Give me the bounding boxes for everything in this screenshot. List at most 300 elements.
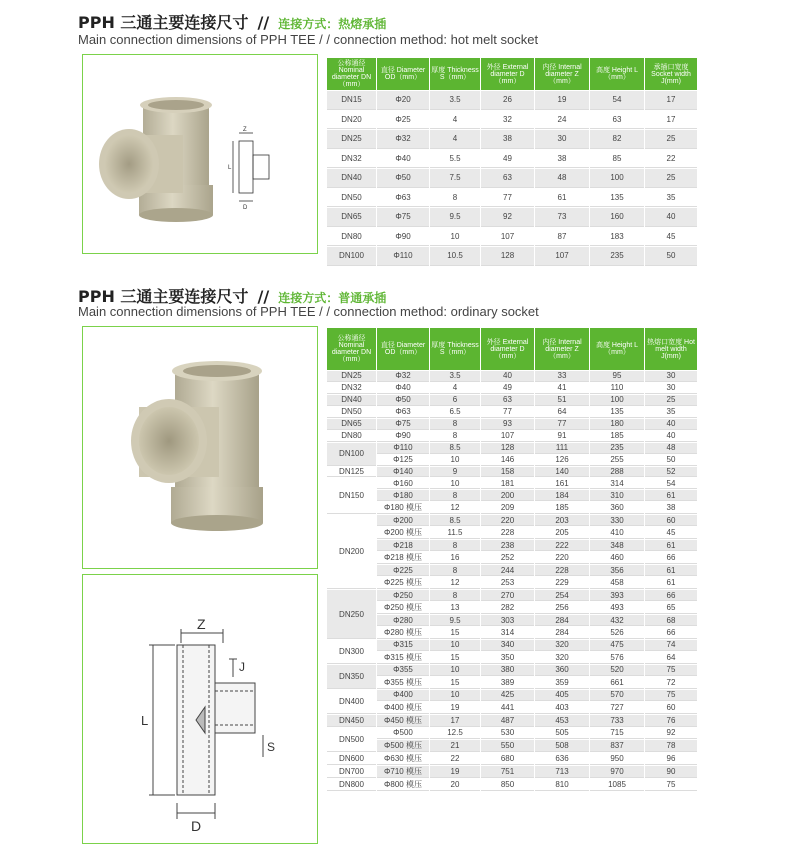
table-cell: 76	[645, 715, 697, 727]
table-cell: 8	[430, 540, 480, 551]
table-cell: 576	[590, 652, 644, 664]
table-cell: 54	[645, 478, 697, 489]
table-row	[327, 652, 697, 664]
table-cell: 77	[481, 189, 534, 208]
table-cell: Φ63	[377, 407, 429, 418]
table-cell: Φ40	[377, 150, 429, 169]
table-cell: Φ280	[377, 615, 429, 626]
table-cell: 284	[535, 627, 589, 639]
table-cell: 12	[430, 577, 480, 589]
table-cell: 90	[645, 766, 697, 778]
table-cell: 77	[481, 407, 534, 418]
table-cell: Φ355 模压	[377, 677, 429, 689]
table-cell: 10	[430, 690, 480, 701]
table-cell: 441	[481, 702, 534, 714]
table-cell: 22	[645, 150, 697, 169]
table-cell: Φ125	[377, 455, 429, 466]
table-cell: Φ218 模压	[377, 552, 429, 564]
table-cell: 17	[645, 111, 697, 130]
table-cell: Φ250	[377, 590, 429, 601]
table-cell: 184	[535, 490, 589, 501]
table-cell: 4	[430, 383, 480, 394]
table-cell: 493	[590, 602, 644, 614]
table-cell: 209	[481, 502, 534, 514]
table-row	[327, 590, 697, 601]
table-cell: 111	[535, 443, 589, 454]
table-row	[327, 407, 697, 418]
header-socket-width: 承插口宽度 Socket width J(mm)	[645, 58, 697, 90]
header-diameter: 直径 Diameter OD（mm）	[377, 58, 429, 90]
table-cell: 45	[645, 527, 697, 539]
table-cell: 15	[430, 652, 480, 664]
table-cell: Φ90	[377, 431, 429, 442]
header-hot-melt-width: 热熔口宽度 Hot melt width J(mm)	[645, 328, 697, 370]
table-cell: 35	[645, 189, 697, 208]
table-cell: 185	[535, 502, 589, 514]
table-cell: 74	[645, 640, 697, 651]
table-cell: 61	[645, 490, 697, 501]
table-cell: Φ200 模压	[377, 527, 429, 539]
table-cell: 8	[430, 189, 480, 208]
table-cell: 15	[430, 677, 480, 689]
table-cell: 54	[590, 91, 644, 110]
table-cell: 10	[430, 455, 480, 466]
table-cell: 77	[535, 419, 589, 430]
table-cell: 520	[590, 665, 644, 676]
table-cell: 270	[481, 590, 534, 601]
table-cell: 680	[481, 753, 534, 765]
table-cell: 19	[535, 91, 589, 110]
section2-subtitle: Main connection dimensions of PPH TEE / / connection method: ordinary socket	[78, 304, 539, 319]
dn-cell: DN500	[327, 728, 376, 752]
table-cell: 26	[481, 91, 534, 110]
table-cell: 7.5	[430, 169, 480, 188]
table-cell: 220	[481, 515, 534, 526]
dn-cell: DN400	[327, 690, 376, 714]
table-cell: 66	[645, 590, 697, 601]
table-cell: 810	[535, 779, 589, 791]
table-cell: 288	[590, 467, 644, 478]
table-cell: 505	[535, 728, 589, 739]
table-cell: Φ400	[377, 690, 429, 701]
dn-cell: DN250	[327, 590, 376, 639]
table-cell: 3.5	[430, 371, 480, 382]
header-thickness: 厚度 Thickness S（mm）	[430, 328, 480, 370]
dn-cell: DN125	[327, 467, 376, 478]
table-cell: 10	[430, 640, 480, 651]
table-cell: 389	[481, 677, 534, 689]
table-row	[327, 665, 697, 676]
table-cell: 60	[645, 702, 697, 714]
table-cell: 6.5	[430, 407, 480, 418]
table-row	[327, 728, 697, 739]
dn-cell: DN600	[327, 753, 376, 765]
table-cell: 10	[430, 478, 480, 489]
table-cell: 158	[481, 467, 534, 478]
table-cell: 4	[430, 130, 480, 149]
table-cell: Φ315 模压	[377, 652, 429, 664]
table-cell: 8	[430, 590, 480, 601]
table-cell: 78	[645, 740, 697, 752]
table-cell: 235	[590, 247, 644, 266]
table-cell: 107	[481, 228, 534, 247]
table-cell: 9.5	[430, 208, 480, 227]
table-cell: 48	[645, 443, 697, 454]
table-cell: 160	[590, 208, 644, 227]
diagram-j-label: J	[239, 660, 245, 674]
table-cell: Φ630 模压	[377, 753, 429, 765]
header-internal-diameter: 内径 Internal diameter Z（mm）	[535, 58, 589, 90]
table-cell: DN40	[327, 169, 376, 188]
dn-cell: DN32	[327, 383, 376, 394]
table-row	[327, 189, 697, 208]
table-cell: 38	[535, 150, 589, 169]
table-cell: 25	[645, 169, 697, 188]
diagram1-l-label: L	[228, 165, 232, 171]
table-cell: DN20	[327, 111, 376, 130]
section2-table-body	[327, 371, 697, 791]
table-cell: 63	[481, 395, 534, 406]
table-cell: 205	[535, 527, 589, 539]
table-cell: 8.5	[430, 443, 480, 454]
table-row	[327, 540, 697, 551]
table-cell: 222	[535, 540, 589, 551]
table-cell: 6	[430, 395, 480, 406]
diagram-l-label: L	[141, 713, 149, 728]
table-cell: 837	[590, 740, 644, 752]
table-cell: DN80	[327, 228, 376, 247]
table-cell: 8.5	[430, 515, 480, 526]
table-cell: 425	[481, 690, 534, 701]
table-cell: 9.5	[430, 615, 480, 626]
table-row	[327, 615, 697, 626]
table-cell: Φ315	[377, 640, 429, 651]
table-cell: 229	[535, 577, 589, 589]
table-cell: DN65	[327, 208, 376, 227]
table-cell: 636	[535, 753, 589, 765]
table-row	[327, 527, 697, 539]
table-cell: 17	[645, 91, 697, 110]
dn-cell: DN800	[327, 779, 376, 791]
table-cell: 5.5	[430, 150, 480, 169]
table-cell: 661	[590, 677, 644, 689]
table-cell: 22	[430, 753, 480, 765]
table-cell: 727	[590, 702, 644, 714]
table-cell: Φ710 模压	[377, 766, 429, 778]
table-cell: 95	[590, 371, 644, 382]
section2-diagram-box	[82, 574, 318, 844]
table-cell: 51	[535, 395, 589, 406]
table-row	[327, 490, 697, 501]
table-cell: 40	[645, 419, 697, 430]
section1-title-main: PPH 三通主要连接尺寸	[78, 13, 249, 32]
table-cell: Φ500	[377, 728, 429, 739]
table-cell: 21	[430, 740, 480, 752]
table-cell: 63	[481, 169, 534, 188]
table-cell: 303	[481, 615, 534, 626]
section2-title-main: PPH 三通主要连接尺寸	[78, 287, 249, 306]
tee-photo-2	[83, 327, 317, 568]
section1-method: 连接方式：热熔承插	[278, 17, 387, 31]
table-cell: 713	[535, 766, 589, 778]
header-thickness: 厚度 Thickness S（mm）	[430, 58, 480, 90]
table-cell: 30	[645, 383, 697, 394]
table-cell: 508	[535, 740, 589, 752]
table-row	[327, 247, 697, 266]
diagram1-z-label: Z	[243, 127, 247, 133]
table-row	[327, 150, 697, 169]
table-cell: 40	[645, 208, 697, 227]
table-cell: 255	[590, 455, 644, 466]
table-row	[327, 552, 697, 564]
table-cell: 128	[481, 247, 534, 266]
dn-cell: DN100	[327, 443, 376, 466]
table-cell: 135	[590, 407, 644, 418]
table-row	[327, 627, 697, 639]
table-cell: 82	[590, 130, 644, 149]
table-cell: 87	[535, 228, 589, 247]
table-row	[327, 169, 697, 188]
table-cell: 487	[481, 715, 534, 727]
table-cell: 61	[645, 577, 697, 589]
table-cell: 284	[535, 615, 589, 626]
table-cell: 75	[645, 779, 697, 791]
table-cell: 73	[535, 208, 589, 227]
table-cell: 32	[481, 111, 534, 130]
table-cell: DN25	[327, 130, 376, 149]
table-cell: 9	[430, 467, 480, 478]
dn-cell: DN50	[327, 407, 376, 418]
table-cell: 220	[535, 552, 589, 564]
table-cell: 64	[645, 652, 697, 664]
table-row	[327, 640, 697, 651]
table-cell: 453	[535, 715, 589, 727]
table-row	[327, 690, 697, 701]
table-cell: 715	[590, 728, 644, 739]
table-cell: 128	[481, 443, 534, 454]
table-cell: Φ355	[377, 665, 429, 676]
dn-cell: DN350	[327, 665, 376, 689]
table-cell: 348	[590, 540, 644, 551]
table-cell: 38	[645, 502, 697, 514]
table-cell: DN15	[327, 91, 376, 110]
dn-cell: DN65	[327, 419, 376, 430]
table-cell: 60	[645, 515, 697, 526]
table-cell: 460	[590, 552, 644, 564]
table-cell: 72	[645, 677, 697, 689]
table-cell: 314	[481, 627, 534, 639]
table-cell: 140	[535, 467, 589, 478]
table-cell: 92	[645, 728, 697, 739]
section2-title-sep: //	[257, 287, 270, 306]
table-cell: 45	[645, 228, 697, 247]
table-cell: 161	[535, 478, 589, 489]
table-cell: Φ32	[377, 130, 429, 149]
table-row	[327, 371, 697, 382]
table-cell: 950	[590, 753, 644, 765]
table-cell: 64	[535, 407, 589, 418]
table-cell: 356	[590, 565, 644, 576]
table-cell: 25	[645, 130, 697, 149]
table-row	[327, 395, 697, 406]
section2-photo-box	[82, 326, 318, 569]
table-cell: 96	[645, 753, 697, 765]
table-cell: 360	[535, 665, 589, 676]
table-cell: 30	[645, 371, 697, 382]
table-row	[327, 715, 697, 727]
table-cell: Φ50	[377, 169, 429, 188]
table-cell: 256	[535, 602, 589, 614]
table-row	[327, 467, 697, 478]
dn-cell: DN300	[327, 640, 376, 664]
section1-image-box	[82, 54, 318, 254]
table-cell: 61	[645, 565, 697, 576]
table-cell: 314	[590, 478, 644, 489]
table-cell: DN32	[327, 150, 376, 169]
table-cell: 253	[481, 577, 534, 589]
table-cell: 228	[481, 527, 534, 539]
section1-title	[78, 10, 386, 33]
table-cell: Φ32	[377, 371, 429, 382]
dn-cell: DN150	[327, 478, 376, 514]
table-row	[327, 515, 697, 526]
table-cell: 41	[535, 383, 589, 394]
table-cell: 228	[535, 565, 589, 576]
table-cell: 93	[481, 419, 534, 430]
table-cell: 320	[535, 652, 589, 664]
table-row	[327, 383, 697, 394]
table-cell: Φ180	[377, 490, 429, 501]
table-cell: 475	[590, 640, 644, 651]
table-cell: Φ20	[377, 91, 429, 110]
table-cell: 110	[590, 383, 644, 394]
table-cell: 235	[590, 443, 644, 454]
table-cell: 24	[535, 111, 589, 130]
table-cell: 20	[430, 779, 480, 791]
table-cell: 33	[535, 371, 589, 382]
table-cell: 751	[481, 766, 534, 778]
table-cell: 17	[430, 715, 480, 727]
table-cell: 410	[590, 527, 644, 539]
table-cell: 393	[590, 590, 644, 601]
table-cell: 550	[481, 740, 534, 752]
table-cell: 8	[430, 565, 480, 576]
table-cell: Φ90	[377, 228, 429, 247]
table-cell: Φ25	[377, 111, 429, 130]
table-row	[327, 753, 697, 765]
header-nominal-diameter: 公称通径 Nominal diameter DN（mm）	[327, 58, 376, 90]
table-cell: Φ225 模压	[377, 577, 429, 589]
table-cell: 75	[645, 665, 697, 676]
table-cell: 733	[590, 715, 644, 727]
section1-title-sep: //	[257, 13, 270, 32]
table-row	[327, 111, 697, 130]
table-row	[327, 677, 697, 689]
header-internal-diameter: 内径 Internal diameter Z（mm）	[535, 328, 589, 370]
table-cell: 8	[430, 431, 480, 442]
table-cell: 126	[535, 455, 589, 466]
table-cell: 52	[645, 467, 697, 478]
table-cell: 4	[430, 111, 480, 130]
table-row	[327, 565, 697, 576]
table-cell: 10	[430, 228, 480, 247]
table-cell: Φ110	[377, 247, 429, 266]
table-row	[327, 91, 697, 110]
table-row	[327, 740, 697, 752]
table-row	[327, 779, 697, 791]
table-cell: Φ200	[377, 515, 429, 526]
section1-subtitle: Main connection dimensions of PPH TEE / / connection method: hot melt socket	[78, 32, 539, 47]
tee-diagram-2	[83, 575, 317, 843]
table-cell: 30	[535, 130, 589, 149]
table-cell: 8	[430, 490, 480, 501]
table-cell: 49	[481, 150, 534, 169]
diagram-d-label: D	[191, 818, 202, 834]
header-height: 高度 Height L（mm）	[590, 58, 644, 90]
table-cell: 203	[535, 515, 589, 526]
table-cell: 8	[430, 419, 480, 430]
diagram1-d-label: D	[243, 205, 248, 211]
table-cell: DN100	[327, 247, 376, 266]
table-row	[327, 577, 697, 589]
table-cell: Φ160	[377, 478, 429, 489]
table-cell: 135	[590, 189, 644, 208]
table-cell: 146	[481, 455, 534, 466]
table-cell: 200	[481, 490, 534, 501]
table-cell: 38	[481, 130, 534, 149]
table-cell: 15	[430, 627, 480, 639]
table-cell: Φ40	[377, 383, 429, 394]
table-cell: 254	[535, 590, 589, 601]
header-nominal-diameter: 公称通径 Nominal diameter DN（mm）	[327, 328, 376, 370]
table-cell: 107	[535, 247, 589, 266]
table-cell: 19	[430, 702, 480, 714]
table-cell: Φ500 模压	[377, 740, 429, 752]
table-cell: 181	[481, 478, 534, 489]
table-cell: 66	[645, 627, 697, 639]
table-cell: 570	[590, 690, 644, 701]
table-cell: 10	[430, 665, 480, 676]
table-cell: Φ50	[377, 395, 429, 406]
table-cell: 25	[645, 395, 697, 406]
table-row	[327, 502, 697, 514]
table-cell: 180	[590, 419, 644, 430]
table-cell: 530	[481, 728, 534, 739]
dn-cell: DN80	[327, 431, 376, 442]
table-cell: 92	[481, 208, 534, 227]
table-cell: 85	[590, 150, 644, 169]
dn-cell: DN700	[327, 766, 376, 778]
table-row	[327, 602, 697, 614]
table-cell: 91	[535, 431, 589, 442]
dn-cell: DN450	[327, 715, 376, 727]
table-cell: 49	[481, 383, 534, 394]
table-cell: 50	[645, 455, 697, 466]
section2-method: 连接方式：普通承插	[278, 291, 387, 305]
table-cell: 19	[430, 766, 480, 778]
table-cell: 310	[590, 490, 644, 501]
table-row	[327, 443, 697, 454]
header-height: 高度 Height L（mm）	[590, 328, 644, 370]
table-cell: 13	[430, 602, 480, 614]
section1-table-body	[327, 91, 697, 266]
table-cell: 244	[481, 565, 534, 576]
table-cell: Φ63	[377, 189, 429, 208]
table-row	[327, 228, 697, 247]
table-cell: 405	[535, 690, 589, 701]
table-row	[327, 766, 697, 778]
table-cell: 11.5	[430, 527, 480, 539]
